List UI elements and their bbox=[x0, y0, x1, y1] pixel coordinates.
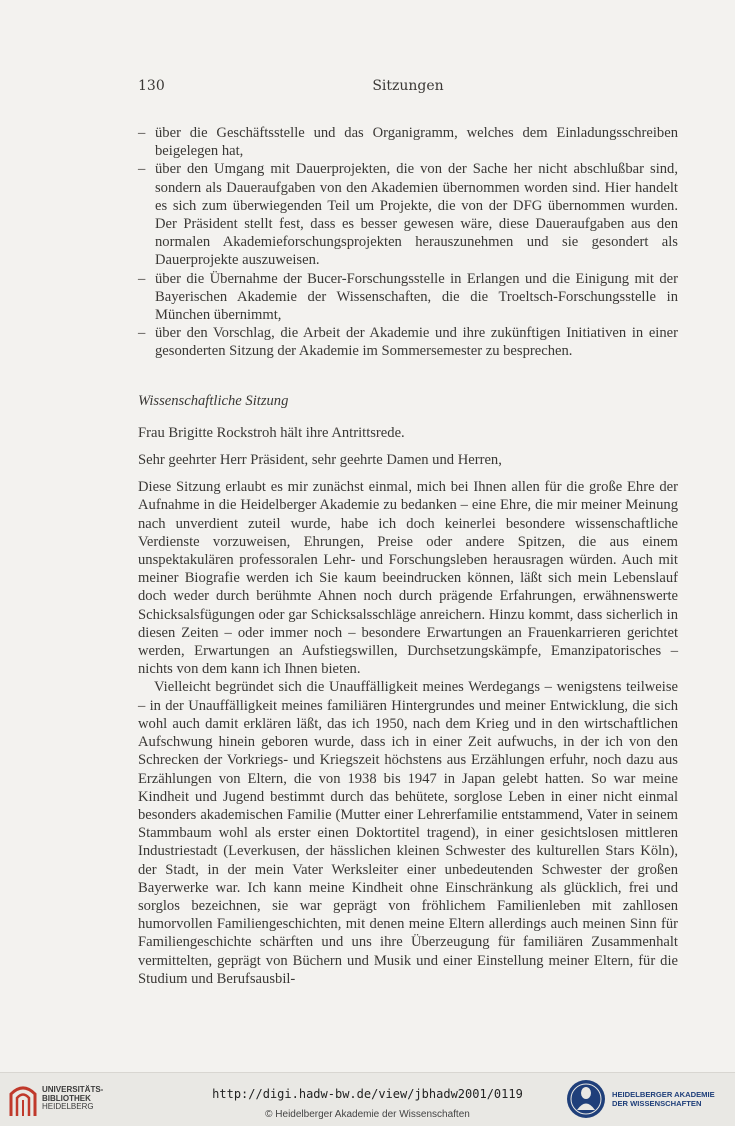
list-item: – über die Geschäftsstelle und das Organigramm, welches dem Einladungsschreiben beigelegen hat, bbox=[138, 124, 678, 160]
salutation: Sehr geehrter Herr Präsident, sehr geehrte Damen und Herren, bbox=[138, 452, 502, 469]
list-item: – über die Übernahme der Bucer-Forschungsstelle in Erlangen und die Einigung mit der Bayerischen Akademie der Wissenschaften, die die Troeltsch-Forschungsstelle in München übernimmt, bbox=[138, 270, 678, 325]
body-paragraph: Diese Sitzung erlaubt es mir zunächst einmal, mich bei Ihnen allen für die große Ehre der Aufnahme in die Heidelberger Akademie zu bedanken – eine Ehre, die mir meiner Meinung nach unverdient zuteil wurde, habe ich doch keinerlei besondere wissenschaftliche Verdienste vorzuweisen, Ehrungen, Preise oder andere Spitzen, die aus einem unspektakulären professoralen Lehr- und Forschungsleben herausragen würden. Auch mit meiner Biografie werden ich Sie kaum beeindrucken können, läßt sich mein Lebenslauf doch weder durch berühmte Ahnen noch durch prägende Erfahrungen, erwähnenswerte Schicksalsfügungen oder gar Schicksalsschläge anreichern. Hinzu kommt, dass sicherlich in diesen Zeiten – oder immer noch – besondere Erwartungen an Frauenkarrieren gerichtet werden, Erwartungen an Aufstiegswillen, Durchsetzungskämpfe, Emanzipatorisches – nichts von dem kann ich Ihnen bieten. bbox=[138, 479, 678, 678]
library-name: UNIVERSITÄTS- BIBLIOTHEK HEIDELBERG bbox=[42, 1085, 104, 1111]
list-item: – über den Umgang mit Dauerprojekten, die von der Sache her nicht abschlußbar sind, sondern als Daueraufgaben von den Akademien übernommen worden sind. Hier handelt es sich zum überwiegenden Teil um Projekte, die von der DFG übernommen wurden. Der Präsident stellt fest, dass es besser gewesen wäre, diese Daueraufgaben aus den normalen Akademieforschungsprojekten herauszunehmen und sie gesondert als Dauerprojekte auszuweisen. bbox=[138, 160, 678, 269]
intro-line: Frau Brigitte Rockstroh hält ihre Antrittsrede. bbox=[138, 424, 405, 441]
copyright-notice: © Heidelberger Akademie der Wissenschaften bbox=[265, 1109, 470, 1120]
bullet-list bbox=[138, 124, 678, 361]
academy-seal-icon bbox=[566, 1079, 606, 1119]
page-body bbox=[138, 124, 678, 988]
page-number: 130 bbox=[138, 78, 165, 94]
viewer-footer bbox=[0, 1072, 735, 1126]
running-title: Sitzungen bbox=[372, 78, 444, 94]
permalink-url[interactable]: http://digi.hadw-bw.de/view/jbhadw2001/0119 bbox=[212, 1087, 523, 1101]
academy-name: HEIDELBERGER AKADEMIE DER WISSENSCHAFTEN bbox=[612, 1090, 715, 1108]
page-header bbox=[138, 78, 678, 98]
body-paragraph: Vielleicht begründet sich die Unauffälligkeit meines Werdegangs – wenigstens teilweise – in der Unauffälligkeit meines familiären Hintergrundes und meiner Entwicklung, die sich wohl auch damit erklären läßt, das ich 1950, nach dem Krieg und in den wirtschaftlichen Aufschwung hinein geboren wurde, dass ich in einer Zeit aufwuchs, in der ich von den Schrecken der Vorkriegs- und Kriegszeit höchstens aus Erzählungen erfuhr, noch dazu aus Erzählungen von Eltern, die von 1938 bis 1947 in Japan gelebt hatten. So war meine Kindheit und Jugend bestimmt durch das behütete, sorglose Leben in einer nicht einmal besonders akademischen Familie (Mutter einer Lehrerfamilie entstammend, Vater in seinem Stammbaum wohl als erster einen Doktortitel tragend), in einer gesichtslosen mittleren Industriestadt (Leverkusen, der hässlichen kleinen Schwester des kulturellen Stars Köln), der Stadt, in der mein Vater Werksleiter einer unbedeutenden Schwester der großen Bayerwerke war. Ich kann meine Kindheit ohne Einschränkung als glücklich, frei und sorglos bezeichnen, sie war geprägt von fröhlichem Familienleben mit zahllosen humorvollen Familiengeschichten, mit denen meine Eltern allerdings auch meinen Sinn für Familiengeschichte schärften und uns ihre Überzeugung für familiären Zusammenhalt vermittelten, geprägt von Büchern und Musik und einer Einstellung meiner Eltern, für die Studium und Berufsausbil- bbox=[138, 679, 678, 987]
list-item: – über den Vorschlag, die Arbeit der Akademie und ihre zukünftigen Initiativen in einer gesonderten Sitzung der Akademie im Sommersemester zu besprechen. bbox=[138, 324, 678, 360]
section-heading: Wissenschaftliche Sitzung bbox=[138, 392, 289, 409]
